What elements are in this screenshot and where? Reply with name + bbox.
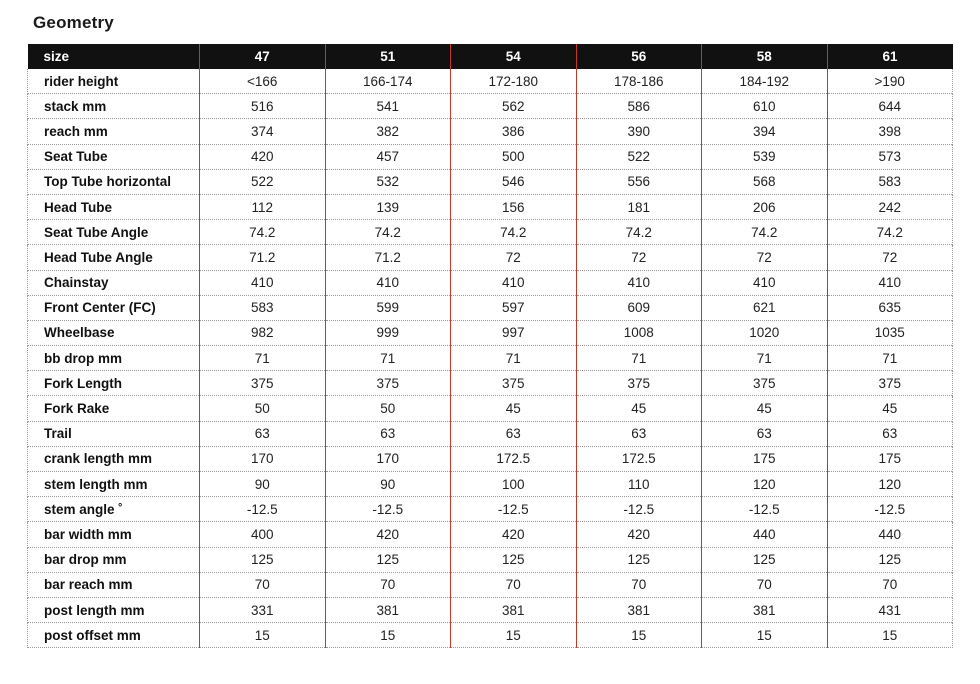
table-cell: 72: [702, 245, 828, 270]
table-cell: 71: [451, 346, 577, 371]
row-label: stack mm: [28, 94, 200, 119]
table-cell: 599: [325, 295, 451, 320]
table-cell: 431: [827, 597, 953, 622]
table-cell: 181: [576, 194, 702, 219]
row-label: post offset mm: [28, 623, 200, 648]
table-row: [28, 320, 953, 345]
table-cell: 45: [827, 396, 953, 421]
table-cell: 71: [827, 346, 953, 371]
table-cell: 420: [200, 144, 326, 169]
table-cell: 440: [827, 522, 953, 547]
table-cell: 410: [576, 270, 702, 295]
table-cell: 70: [576, 572, 702, 597]
table-cell: 522: [200, 169, 326, 194]
table-cell: 562: [451, 94, 577, 119]
table-cell: 556: [576, 169, 702, 194]
table-cell: 71: [325, 346, 451, 371]
table-cell: 170: [325, 446, 451, 471]
row-label: bar width mm: [28, 522, 200, 547]
table-cell: 546: [451, 169, 577, 194]
table-cell: 420: [451, 522, 577, 547]
table-cell: 1008: [576, 320, 702, 345]
table-cell: 15: [827, 623, 953, 648]
table-cell: 172.5: [451, 446, 577, 471]
table-cell: 172.5: [576, 446, 702, 471]
table-cell: 71.2: [200, 245, 326, 270]
table-cell: 15: [451, 623, 577, 648]
header-size-54: 54: [451, 44, 577, 69]
table-row: [28, 472, 953, 497]
table-cell: 63: [576, 421, 702, 446]
table-cell: 50: [200, 396, 326, 421]
table-cell: 1035: [827, 320, 953, 345]
table-cell: 386: [451, 119, 577, 144]
table-cell: 410: [827, 270, 953, 295]
row-label: reach mm: [28, 119, 200, 144]
row-label: Trail: [28, 421, 200, 446]
table-cell: 172-180: [451, 69, 577, 94]
table-cell: 635: [827, 295, 953, 320]
table-cell: 110: [576, 472, 702, 497]
table-row: [28, 396, 953, 421]
table-cell: 156: [451, 194, 577, 219]
table-cell: 71: [576, 346, 702, 371]
table-cell: 609: [576, 295, 702, 320]
table-cell: <166: [200, 69, 326, 94]
table-cell: 125: [576, 547, 702, 572]
table-cell: 400: [200, 522, 326, 547]
table-cell: 398: [827, 119, 953, 144]
row-label: Front Center (FC): [28, 295, 200, 320]
row-label: Head Tube: [28, 194, 200, 219]
table-cell: 982: [200, 320, 326, 345]
table-cell: 374: [200, 119, 326, 144]
table-cell: 1020: [702, 320, 828, 345]
table-cell: 72: [451, 245, 577, 270]
header-size-61: 61: [827, 44, 953, 69]
table-cell: 420: [325, 522, 451, 547]
table-cell: 621: [702, 295, 828, 320]
table-row: [28, 169, 953, 194]
table-cell: 390: [576, 119, 702, 144]
table-cell: 125: [702, 547, 828, 572]
table-cell: -12.5: [702, 497, 828, 522]
table-cell: 63: [827, 421, 953, 446]
table-cell: 381: [576, 597, 702, 622]
table-cell: 375: [576, 371, 702, 396]
table-cell: 125: [200, 547, 326, 572]
row-label: Fork Rake: [28, 396, 200, 421]
table-cell: 522: [576, 144, 702, 169]
table-cell: 381: [325, 597, 451, 622]
row-label: bar reach mm: [28, 572, 200, 597]
table-row: [28, 421, 953, 446]
table-row: [28, 522, 953, 547]
table-cell: 74.2: [200, 220, 326, 245]
header-size-58: 58: [702, 44, 828, 69]
row-label: Seat Tube: [28, 144, 200, 169]
table-cell: 74.2: [702, 220, 828, 245]
table-cell: 120: [702, 472, 828, 497]
row-label: rider height: [28, 69, 200, 94]
table-cell: 71: [200, 346, 326, 371]
table-cell: 410: [702, 270, 828, 295]
table-cell: 15: [200, 623, 326, 648]
table-cell: 375: [702, 371, 828, 396]
table-cell: 175: [827, 446, 953, 471]
table-cell: 568: [702, 169, 828, 194]
table-cell: 178-186: [576, 69, 702, 94]
row-label: Chainstay: [28, 270, 200, 295]
table-cell: >190: [827, 69, 953, 94]
table-cell: -12.5: [325, 497, 451, 522]
table-cell: 50: [325, 396, 451, 421]
table-row: [28, 144, 953, 169]
row-label: Seat Tube Angle: [28, 220, 200, 245]
table-cell: -12.5: [827, 497, 953, 522]
table-cell: 184-192: [702, 69, 828, 94]
table-cell: 72: [827, 245, 953, 270]
table-cell: 394: [702, 119, 828, 144]
table-cell: 999: [325, 320, 451, 345]
table-cell: 139: [325, 194, 451, 219]
table-cell: 532: [325, 169, 451, 194]
header-size-label: size: [28, 44, 200, 69]
table-row: [28, 371, 953, 396]
row-label: post length mm: [28, 597, 200, 622]
table-cell: 457: [325, 144, 451, 169]
table-row: [28, 194, 953, 219]
table-cell: 500: [451, 144, 577, 169]
row-label: bb drop mm: [28, 346, 200, 371]
table-cell: 15: [576, 623, 702, 648]
table-row: [28, 623, 953, 648]
table-cell: 375: [325, 371, 451, 396]
row-label: stem length mm: [28, 472, 200, 497]
header-size-51: 51: [325, 44, 451, 69]
table-cell: 45: [702, 396, 828, 421]
table-row: [28, 572, 953, 597]
table-cell: 70: [325, 572, 451, 597]
table-row: [28, 295, 953, 320]
table-cell: 242: [827, 194, 953, 219]
table-cell: 70: [200, 572, 326, 597]
table-cell: 375: [200, 371, 326, 396]
table-row: [28, 346, 953, 371]
table-row: [28, 497, 953, 522]
table-cell: 74.2: [451, 220, 577, 245]
table-cell: 410: [325, 270, 451, 295]
table-cell: 375: [451, 371, 577, 396]
table-cell: 997: [451, 320, 577, 345]
table-cell: 63: [451, 421, 577, 446]
table-cell: 166-174: [325, 69, 451, 94]
table-cell: 206: [702, 194, 828, 219]
table-cell: 410: [200, 270, 326, 295]
table-row: [28, 547, 953, 572]
row-label: bar drop mm: [28, 547, 200, 572]
row-label: crank length mm: [28, 446, 200, 471]
geometry-table-body: [28, 69, 953, 648]
table-cell: 15: [325, 623, 451, 648]
table-cell: 573: [827, 144, 953, 169]
table-cell: 45: [576, 396, 702, 421]
table-cell: 597: [451, 295, 577, 320]
table-cell: 410: [451, 270, 577, 295]
table-row: [28, 94, 953, 119]
table-cell: 74.2: [827, 220, 953, 245]
table-cell: 63: [325, 421, 451, 446]
table-row: [28, 270, 953, 295]
table-cell: 583: [200, 295, 326, 320]
row-label: stem angle ˚: [28, 497, 200, 522]
table-cell: 170: [200, 446, 326, 471]
table-cell: 70: [827, 572, 953, 597]
table-cell: 71: [702, 346, 828, 371]
table-cell: 70: [451, 572, 577, 597]
table-cell: 70: [702, 572, 828, 597]
table-cell: 90: [325, 472, 451, 497]
table-cell: 583: [827, 169, 953, 194]
table-cell: 375: [827, 371, 953, 396]
table-cell: 72: [576, 245, 702, 270]
header-size-56: 56: [576, 44, 702, 69]
table-cell: 381: [451, 597, 577, 622]
table-cell: 541: [325, 94, 451, 119]
table-cell: 71.2: [325, 245, 451, 270]
table-row: [28, 220, 953, 245]
table-cell: 125: [451, 547, 577, 572]
table-row: [28, 597, 953, 622]
table-cell: 420: [576, 522, 702, 547]
table-cell: 100: [451, 472, 577, 497]
table-cell: 125: [827, 547, 953, 572]
table-row: [28, 245, 953, 270]
table-cell: 516: [200, 94, 326, 119]
table-cell: 63: [702, 421, 828, 446]
header-size-47: 47: [200, 44, 326, 69]
table-cell: 63: [200, 421, 326, 446]
table-cell: 175: [702, 446, 828, 471]
table-cell: 15: [702, 623, 828, 648]
table-cell: 539: [702, 144, 828, 169]
header-row: [28, 44, 953, 69]
table-cell: 586: [576, 94, 702, 119]
table-cell: -12.5: [576, 497, 702, 522]
row-label: Top Tube horizontal: [28, 169, 200, 194]
page-title: Geometry: [33, 13, 114, 32]
geometry-table: [27, 44, 953, 648]
table-cell: 644: [827, 94, 953, 119]
table-cell: 74.2: [576, 220, 702, 245]
table-cell: 90: [200, 472, 326, 497]
table-cell: 331: [200, 597, 326, 622]
table-cell: 120: [827, 472, 953, 497]
table-cell: 45: [451, 396, 577, 421]
table-cell: 125: [325, 547, 451, 572]
table-row: [28, 69, 953, 94]
table-cell: 112: [200, 194, 326, 219]
table-cell: 440: [702, 522, 828, 547]
table-cell: 610: [702, 94, 828, 119]
table-row: [28, 446, 953, 471]
row-label: Head Tube Angle: [28, 245, 200, 270]
table-row: [28, 119, 953, 144]
table-cell: -12.5: [451, 497, 577, 522]
table-cell: -12.5: [200, 497, 326, 522]
table-cell: 381: [702, 597, 828, 622]
table-cell: 74.2: [325, 220, 451, 245]
row-label: Fork Length: [28, 371, 200, 396]
table-cell: 382: [325, 119, 451, 144]
row-label: Wheelbase: [28, 320, 200, 345]
